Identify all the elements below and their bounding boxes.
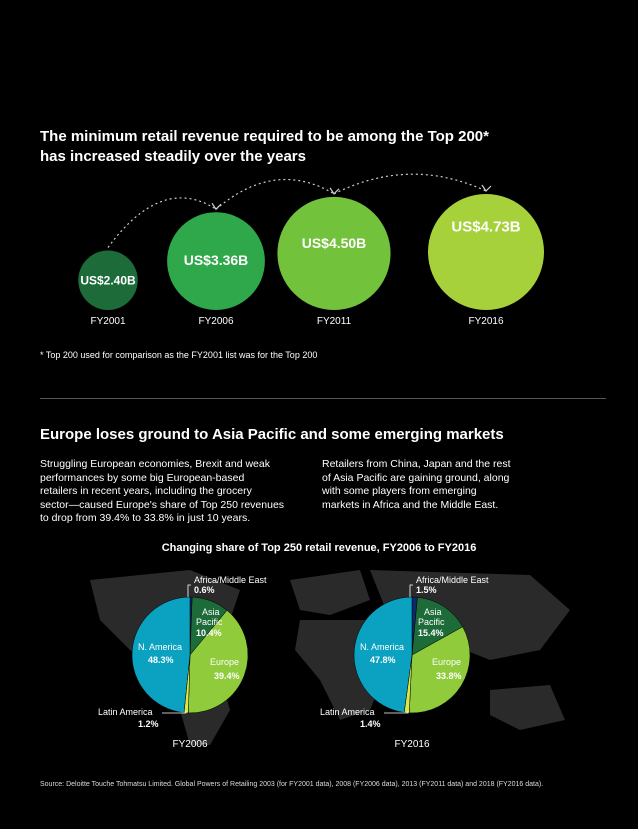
left-paragraph-line: sector—caused Europe's share of Top 250 revenues	[40, 498, 285, 511]
right-paragraph-line: Retailers from China, Japan and the rest	[322, 458, 511, 470]
pie-leader-africa	[410, 585, 413, 597]
pie-value-africa: 1.5%	[416, 585, 437, 595]
source-note: Source: Deloitte Touche Tohmatsu Limited. Global Powers of Retailing 2003 (for FY2001 data), 2008 (FY2006 data), 2013 (FY2011 data) and 2018 (FY2016 data).	[40, 781, 544, 788]
pie-year-label: FY2016	[394, 739, 430, 750]
pie-label-namerica: N. America	[360, 642, 405, 652]
pie-label-asia: Pacific	[418, 617, 445, 627]
right-paragraph-line: markets in Africa and the Middle East.	[322, 498, 499, 511]
left-paragraph	[40, 458, 310, 526]
pie-label-namerica: N. America	[138, 642, 183, 652]
pie-value-europe: 33.8%	[436, 671, 462, 681]
pie-value-europe: 39.4%	[214, 671, 240, 681]
pie-label-asia: Asia	[202, 607, 220, 617]
left-paragraph-line: Struggling European economies, Brexit and weak	[40, 458, 270, 470]
pie-value-africa: 0.6%	[194, 585, 215, 595]
pie-charts	[0, 560, 638, 760]
bubble-value-label: US$2.40B	[80, 273, 136, 288]
bubble-fy2016	[428, 194, 544, 310]
section-divider	[40, 398, 606, 399]
pie-value-latam: 1.2%	[138, 719, 159, 729]
left-paragraph-line: performances by some big European-based	[40, 471, 245, 484]
right-paragraph-line: of Asia Pacific are gaining ground, along	[322, 471, 510, 484]
bubble-arrow	[334, 174, 486, 194]
right-paragraph	[322, 458, 572, 512]
section2-title: Europe loses ground to Asia Pacific and some emerging markets	[40, 426, 504, 443]
pie-label-africa: Africa/Middle East	[194, 575, 267, 585]
bubble-value-label: US$4.50B	[301, 234, 367, 251]
pie-chart-title: Changing share of Top 250 retail revenue, FY2006 to FY2016	[161, 542, 477, 554]
pie-label-latam: Latin America	[98, 707, 153, 717]
pie-value-latam: 1.4%	[360, 719, 381, 729]
pie-label-europe: Europe	[432, 657, 462, 667]
bubble-value-label: US$4.73B	[451, 218, 521, 236]
bubble-year-label: FY2006	[198, 316, 234, 327]
pie-value-namerica: 48.3%	[148, 655, 174, 665]
pie-value-asia: 10.4%	[196, 628, 222, 638]
bubble-year-label: FY2011	[316, 316, 352, 327]
pie-label-asia: Asia	[424, 607, 442, 617]
left-paragraph-line: retailers in recent years, including the grocery	[40, 485, 252, 497]
bubble-fy2011	[277, 197, 390, 310]
bubble-value-label: US$3.36B	[183, 252, 249, 269]
section1-title-line2: has increased steadily over the years	[40, 148, 306, 165]
pie-leader-africa	[188, 585, 191, 597]
pie-value-namerica: 47.8%	[370, 655, 396, 665]
right-paragraph-line: with some players from emerging	[322, 485, 477, 497]
bubble-year-label: FY2016	[468, 316, 504, 327]
left-paragraph-line: to drop from 39.4% to 33.8% in just 10 years.	[40, 512, 251, 524]
pie-label-latam: Latin America	[320, 707, 375, 717]
bubble-year-label: FY2001	[90, 316, 126, 327]
footnote: * Top 200 used for comparison as the FY2001 list was for the Top 200	[40, 350, 318, 360]
pie-year-label: FY2006	[172, 739, 208, 750]
pie-label-africa: Africa/Middle East	[416, 575, 489, 585]
bubble-chart	[0, 160, 638, 340]
bubble-arrowhead	[482, 185, 491, 191]
pie-value-asia: 15.4%	[418, 628, 444, 638]
section1-title-line1: The minimum retail revenue required to be among the Top 200*	[40, 128, 489, 145]
pie-label-europe: Europe	[210, 657, 240, 667]
pie-label-asia: Pacific	[196, 617, 223, 627]
